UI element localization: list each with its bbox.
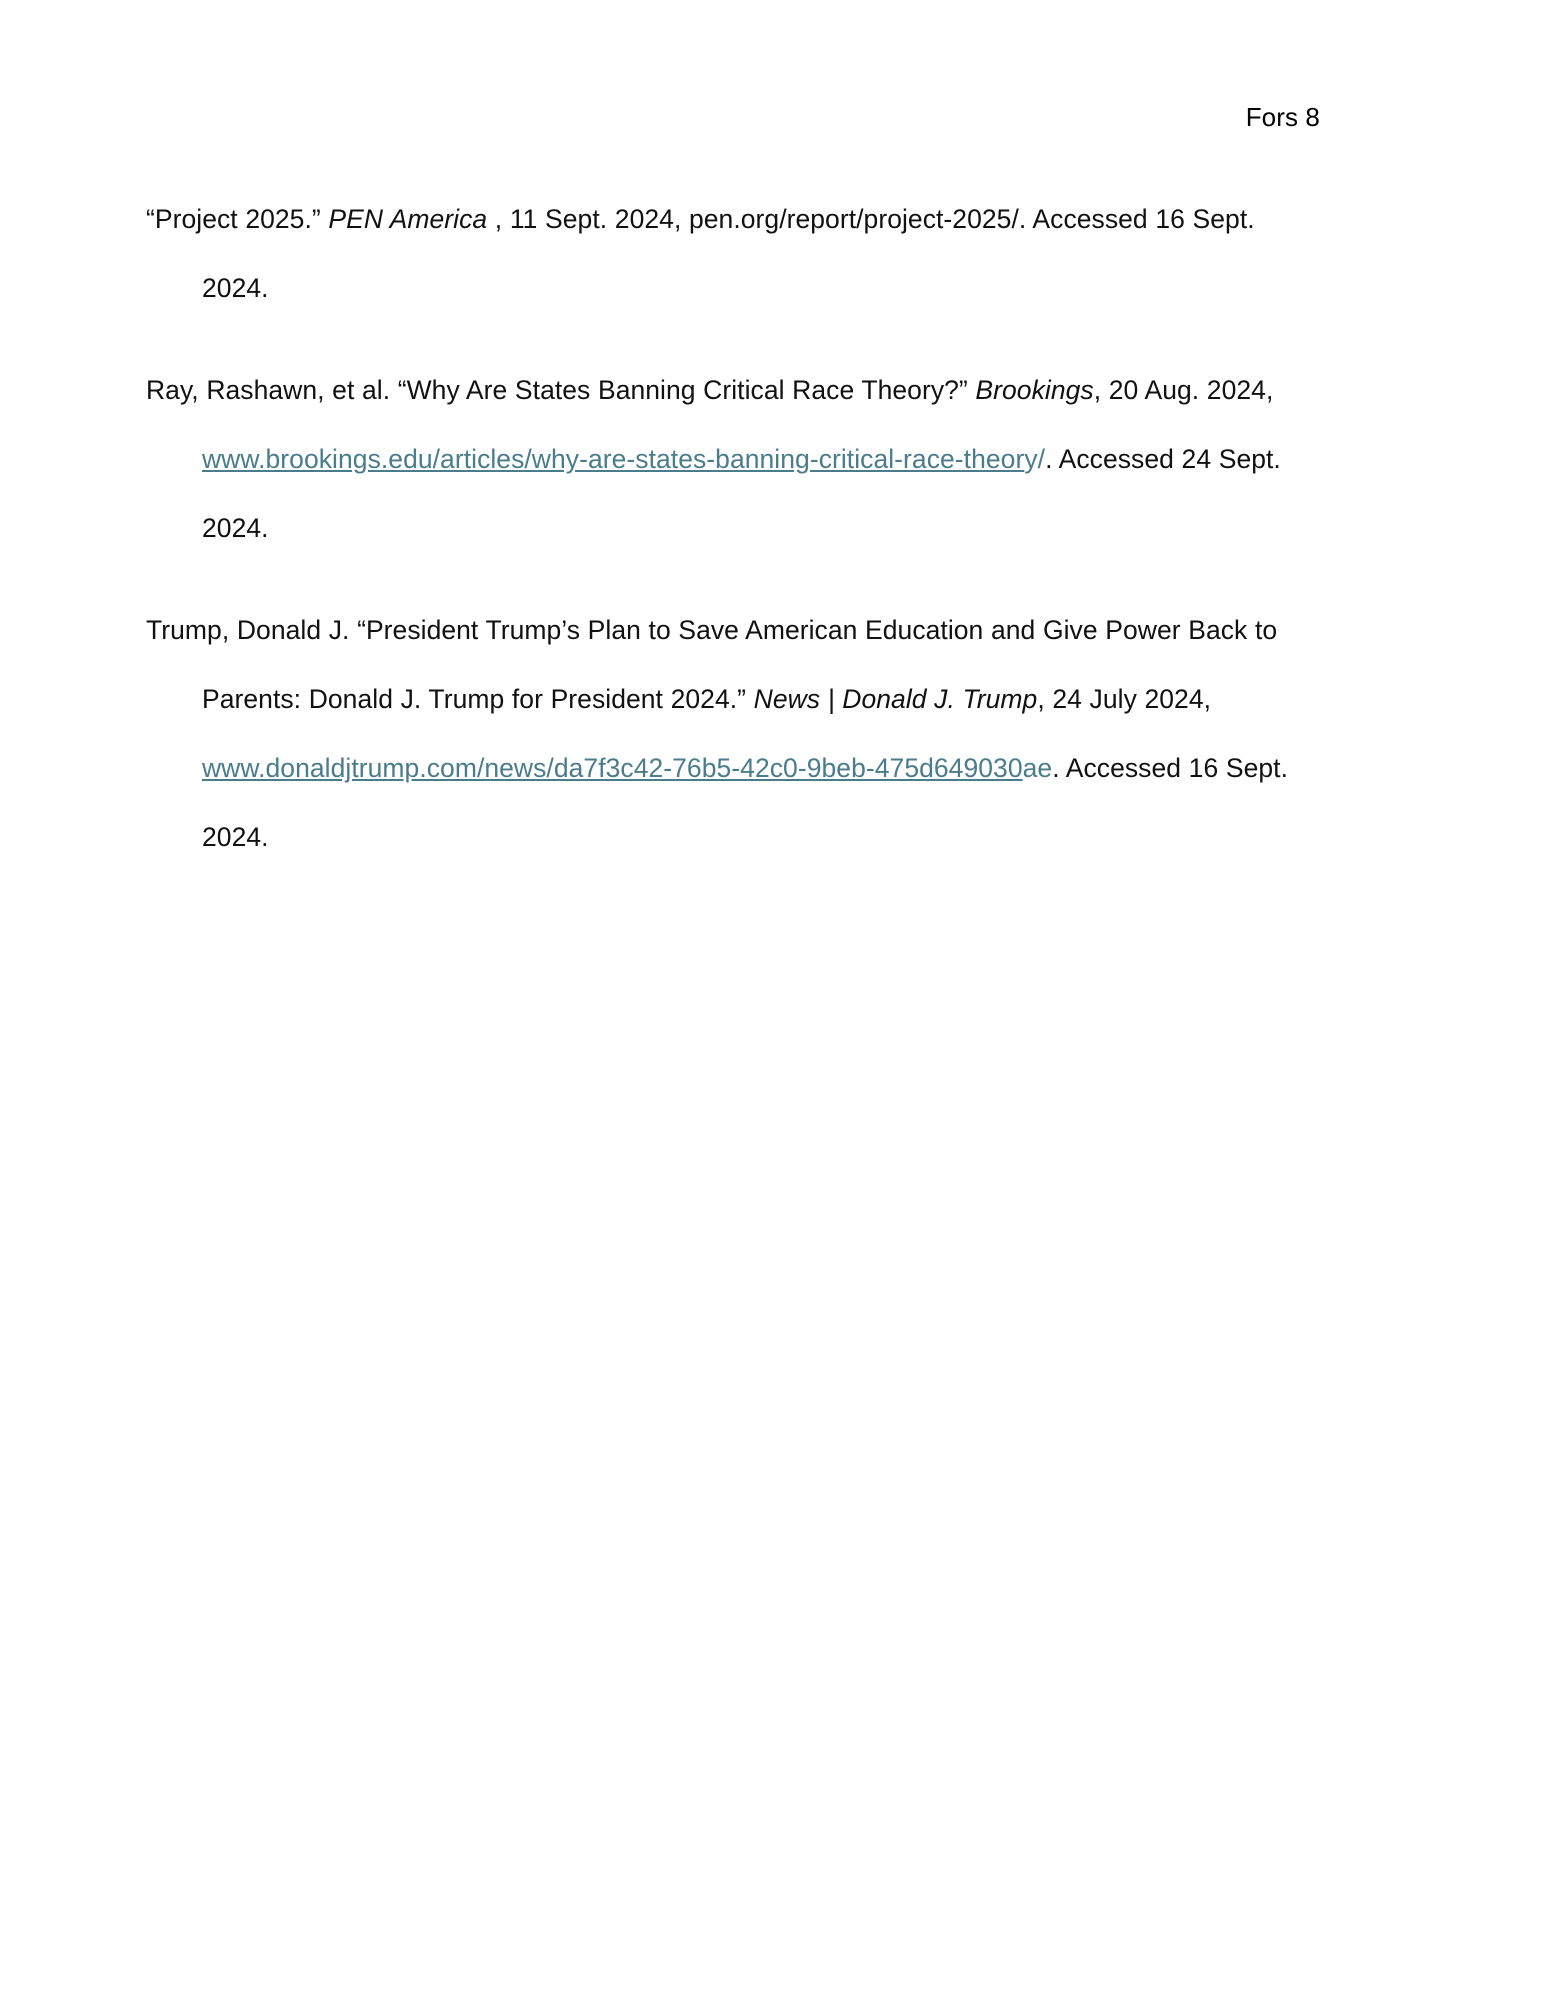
citation-entry bbox=[146, 356, 1326, 563]
citation-access-date: . Accessed 16 Sept. 2024. bbox=[202, 753, 1288, 852]
citation-text bbox=[146, 185, 1326, 323]
citation-publication-info: , 24 July 2024, bbox=[1037, 684, 1212, 714]
citation-url-tail[interactable]: ae bbox=[1022, 753, 1053, 783]
citation-url-tail[interactable]: y/ bbox=[1024, 444, 1046, 474]
citation-continuation: 2024. bbox=[202, 273, 269, 303]
citation-entry bbox=[146, 596, 1326, 872]
citation-publication-info: , 11 Sept. 2024, pen.org/report/project-2025/. Accessed 16 Sept. bbox=[487, 204, 1255, 234]
citation-author-title: Trump, Donald J. “President Trump’s Plan to Save American Education and Give Power Back to Parents: Donald J. Trump for President 2024.” bbox=[146, 615, 1278, 714]
running-header: Fors 8 bbox=[1245, 102, 1320, 132]
citation-url-link[interactable]: www.brookings.edu/articles/why-are-states-banning-critical-race-theor bbox=[202, 444, 1025, 474]
citation-container-title: News | Donald J. Trump bbox=[753, 684, 1038, 714]
citation-container-title: Brookings bbox=[975, 375, 1094, 405]
citation-text bbox=[146, 356, 1326, 563]
citation-access-date: . Accessed 24 Sept. 2024. bbox=[202, 444, 1281, 543]
works-cited-list bbox=[146, 185, 1326, 872]
citation-publication-info: , 20 Aug. 2024, bbox=[1093, 375, 1274, 405]
citation-container-title: PEN America bbox=[328, 204, 488, 234]
citation-entry bbox=[146, 185, 1326, 323]
citation-url-link[interactable]: www.donaldjtrump.com/news/da7f3c42-76b5-42c0-9beb-475d649030 bbox=[202, 753, 1023, 783]
citation-text bbox=[146, 596, 1326, 872]
citation-author-title: “Project 2025.” bbox=[146, 204, 329, 234]
citation-author-title: Ray, Rashawn, et al. “Why Are States Banning Critical Race Theory?” bbox=[146, 375, 976, 405]
